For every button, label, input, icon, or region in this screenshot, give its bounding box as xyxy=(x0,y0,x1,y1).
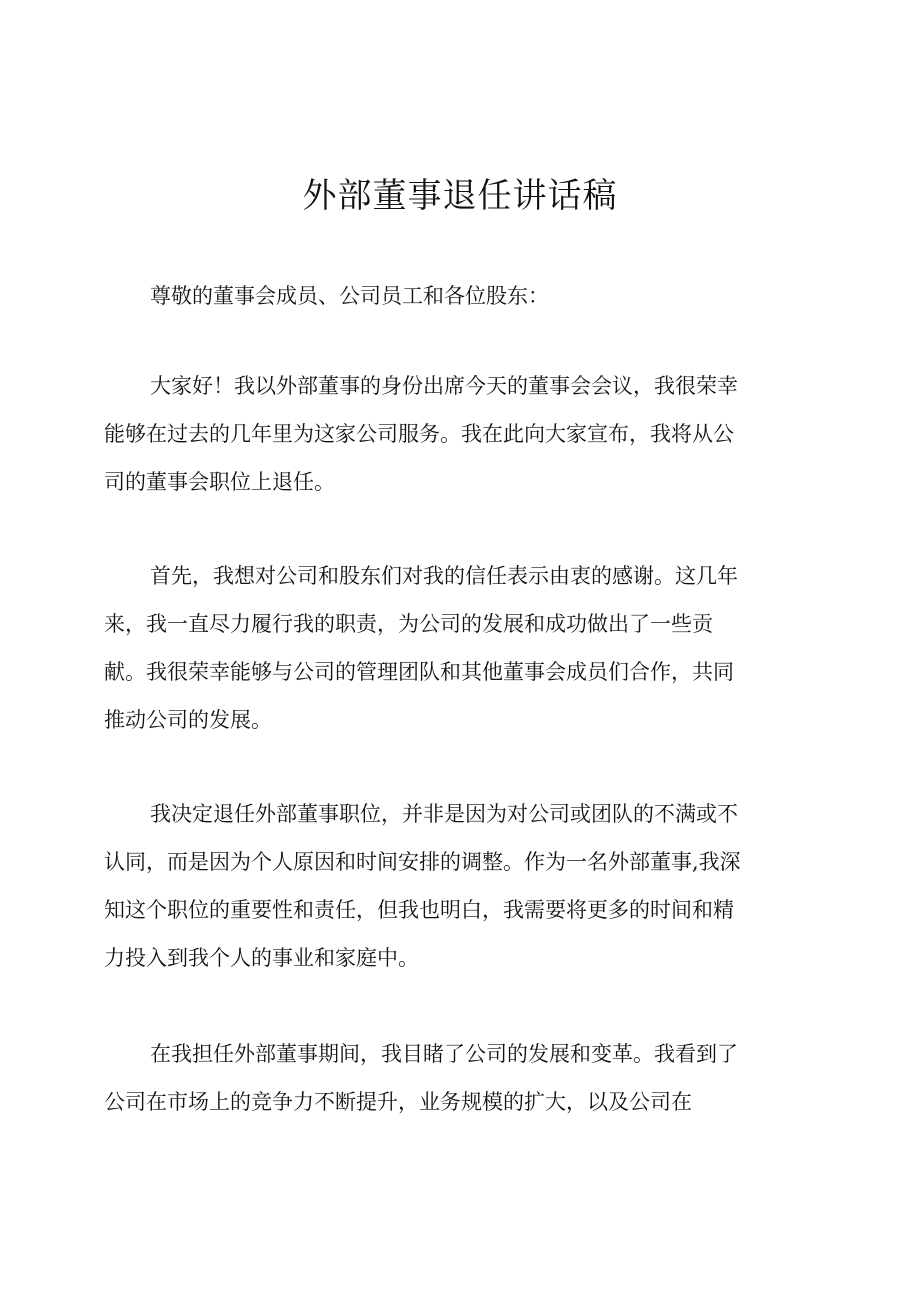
paragraph-3 xyxy=(104,790,816,982)
paragraph-line: 在我担任外部董事期间，我目睹了公司的发展和变革。我看到了 xyxy=(150,1042,738,1066)
paragraph-line: 推动公司的发展。 xyxy=(104,708,272,732)
paragraph-line: 司的董事会职位上退任。 xyxy=(104,470,335,494)
paragraph-line: 大家好！我以外部董事的身份出席今天的董事会会议，我很荣幸 xyxy=(150,374,738,398)
paragraph-line: 知这个职位的重要性和责任，但我也明白，我需要将更多的时间和精 xyxy=(104,898,734,922)
paragraph-line: 首先，我想对公司和股东们对我的信任表示由衷的感谢。这几年 xyxy=(150,564,738,588)
paragraph-line: 来，我一直尽力履行我的职责，为公司的发展和成功做出了一些贡 xyxy=(104,612,713,636)
paragraph-line: 认同，而是因为个人原因和时间安排的调整。作为一名外部董事,我深 xyxy=(104,850,741,874)
document-title: 外部董事退任讲话稿 xyxy=(302,176,618,216)
paragraph-line: 献。我很荣幸能够与公司的管理团队和其他董事会成员们合作，共同 xyxy=(104,660,734,684)
paragraph-line: 力投入到我个人的事业和家庭中。 xyxy=(104,946,419,970)
salutation xyxy=(104,272,816,320)
salutation-line: 尊敬的董事会成员、公司员工和各位股东： xyxy=(150,284,549,308)
paragraph-2 xyxy=(104,552,816,744)
paragraph-line: 我决定退任外部董事职位，并非是因为对公司或团队的不满或不 xyxy=(150,802,738,826)
paragraph-4 xyxy=(104,1030,816,1126)
paragraph-1 xyxy=(104,362,816,506)
paragraph-line: 能够在过去的几年里为这家公司服务。我在此向大家宣布，我将从公 xyxy=(104,422,734,446)
paragraph-line: 公司在市场上的竞争力不断提升，业务规模的扩大，以及公司在 xyxy=(104,1090,692,1114)
